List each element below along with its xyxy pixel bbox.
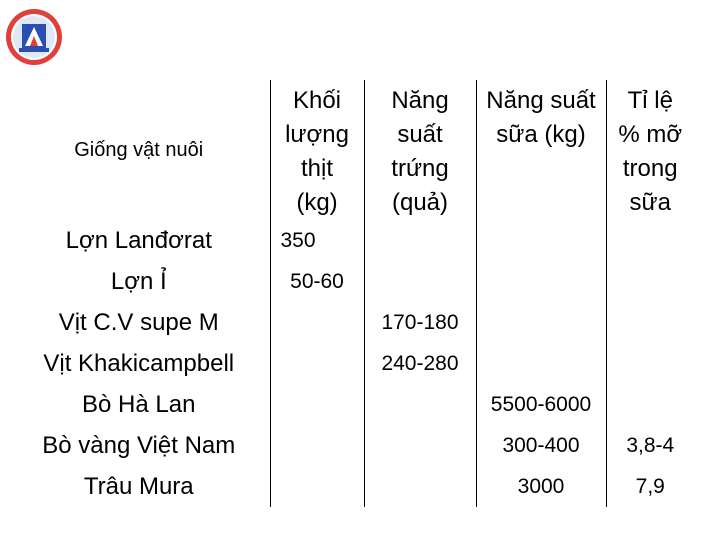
breed-cell: Lợn Lanđơrat (65, 226, 212, 254)
table-row (8, 425, 694, 466)
fat-cell (606, 384, 694, 425)
livestock-productivity-table (8, 80, 694, 507)
fat-cell: 7,9 (606, 466, 694, 507)
eggs-cell: 170-180 (364, 302, 476, 343)
header-fat: Tỉ lệ % mỡ trong sữa (606, 80, 694, 220)
meat-cell (270, 384, 364, 425)
table-header-row (8, 80, 694, 220)
eggs-cell (364, 425, 476, 466)
eggs-cell (364, 384, 476, 425)
meat-cell (270, 466, 364, 507)
fat-cell (606, 343, 694, 384)
meat-cell: 350 (270, 220, 364, 261)
table-row (8, 384, 694, 425)
table-row (8, 302, 694, 343)
meat-cell (270, 425, 364, 466)
breed-cell: Bò vàng Việt Nam (42, 431, 236, 459)
school-logo-icon (5, 8, 63, 66)
breed-cell: Vịt Khakicampbell (43, 349, 235, 377)
milk-cell (476, 220, 606, 261)
table-row (8, 466, 694, 507)
header-breed: Giống vật nuôi (74, 139, 204, 161)
milk-cell: 5500-6000 (476, 384, 606, 425)
header-milk: Năng suất sữa (kg) (476, 80, 606, 220)
header-eggs: Năng suất trứng (quả) (364, 80, 476, 220)
table-row (8, 220, 694, 261)
milk-cell: 3000 (476, 466, 606, 507)
eggs-cell (364, 220, 476, 261)
fat-cell (606, 261, 694, 302)
eggs-cell: 240-280 (364, 343, 476, 384)
fat-cell (606, 302, 694, 343)
eggs-cell (364, 261, 476, 302)
eggs-cell (364, 466, 476, 507)
breed-cell: Lợn Ỉ (110, 267, 167, 295)
meat-cell (270, 343, 364, 384)
milk-cell (476, 261, 606, 302)
breed-cell: Vịt C.V supe M (58, 308, 219, 336)
table-row (8, 261, 694, 302)
table-row (8, 343, 694, 384)
milk-cell: 300-400 (476, 425, 606, 466)
meat-cell: 50-60 (270, 261, 364, 302)
fat-cell (606, 220, 694, 261)
breed-cell: Trâu Mura (83, 472, 194, 500)
milk-cell (476, 302, 606, 343)
meat-cell (270, 302, 364, 343)
breed-cell: Bò Hà Lan (82, 390, 196, 418)
fat-cell: 3,8-4 (606, 425, 694, 466)
header-meat: Khối lượng thịt (kg) (270, 80, 364, 220)
milk-cell (476, 343, 606, 384)
